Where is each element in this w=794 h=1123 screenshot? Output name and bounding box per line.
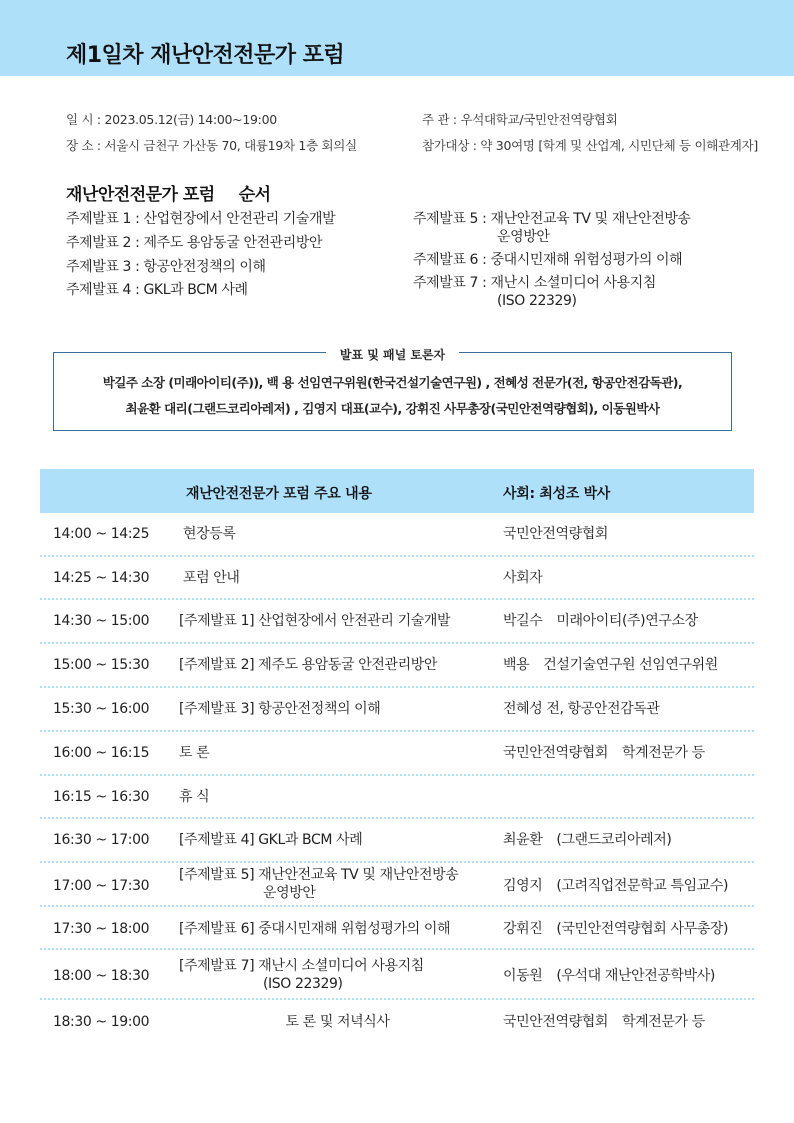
table-row xyxy=(40,732,754,776)
program-title-order: 순서 xyxy=(238,185,271,205)
info-host: 주 관 : 우석대학교/국민안전역량협회 xyxy=(422,112,618,127)
program-title xyxy=(66,180,271,205)
info-venue: 장 소 : 서울시 금천구 가산동 70, 대륭19차 1층 회의실 xyxy=(66,138,357,153)
table-row xyxy=(40,950,754,1000)
row-item: 휴 식 xyxy=(179,789,210,805)
row-time: 15:30 ~ 16:00 xyxy=(53,701,150,717)
row-host: 김영지 (고려직업전문학교 특임교수) xyxy=(503,878,729,894)
row-time: 16:30 ~ 17:00 xyxy=(53,832,150,848)
table-row xyxy=(40,907,754,950)
row-host: 최윤환 (그랜드코리아레저) xyxy=(503,832,672,848)
row-time: 14:25 ~ 14:30 xyxy=(53,570,150,586)
row-host: 국민안전역량협회 학계전문가 등 xyxy=(503,1014,705,1030)
row-host: 백용 건설기술연구원 선임연구위원 xyxy=(503,657,718,673)
presentation-4: 주제발표 4 : GKL과 BCM 사례 xyxy=(66,282,248,298)
row-item: [주제발표 4] GKL과 BCM 사례 xyxy=(179,832,363,848)
row-item: [주제발표 3] 항공안전정책의 이해 xyxy=(179,701,381,717)
info-audience: 참가대상 : 약 30여명 [학계 및 산업계, 시민단체 등 이해관계자] xyxy=(422,138,758,153)
row-item: 토 론 xyxy=(179,745,210,761)
page-title: 제1일차 재난안전전문가 포럼 xyxy=(66,43,345,68)
table-row xyxy=(40,1000,754,1044)
presentation-5-cont: 운영방안 xyxy=(497,229,550,245)
row-item: [주제발표 5] 재난안전교육 TV 및 재난안전방송 운영방안 xyxy=(179,867,459,901)
row-item: [주제발표 6] 중대시민재해 위험성평가의 이해 xyxy=(179,921,451,937)
presentation-1: 주제발표 1 : 산업현장에서 안전관리 기술개발 xyxy=(66,211,336,227)
row-time: 17:00 ~ 17:30 xyxy=(53,878,150,894)
header-host: 사회: 최성조 박사 xyxy=(503,486,611,502)
panel-legend: 발표 및 패널 토론자 xyxy=(54,344,731,363)
panel-box xyxy=(53,348,732,431)
presentation-7: 주제발표 7 : 재난시 소셜미디어 사용지침 (ISO 22329) xyxy=(413,275,657,309)
table-row xyxy=(40,557,754,600)
row-item: [주제발표 1] 산업현장에서 안전관리 기술개발 xyxy=(179,613,451,629)
table-row xyxy=(40,776,754,819)
row-time: 17:30 ~ 18:00 xyxy=(53,921,150,937)
row-time: 16:15 ~ 16:30 xyxy=(53,789,150,805)
table-row xyxy=(40,863,754,907)
program-title-main: 재난안전전문가 포럼 xyxy=(66,185,215,205)
row-item: [주제발표 2] 제주도 용암동굴 안전관리방안 xyxy=(179,657,437,673)
presentation-3: 주제발표 3 : 항공안전정책의 이해 xyxy=(66,259,266,275)
row-item: [주제발표 7] 재난시 소셜미디어 사용지침 (ISO 22329) xyxy=(179,958,424,992)
presentation-6: 주제발표 6 : 중대시민재해 위험성평가의 이해 xyxy=(413,252,683,268)
row-time: 14:30 ~ 15:00 xyxy=(53,613,150,629)
panel-line-2: 최윤환 대리(그랜드코리아레저) , 김영지 대표(교수), 강휘진 사무총장(국민안전역량협회), 이동원박사 xyxy=(125,401,660,416)
row-host: 국민안전역량협회 xyxy=(503,526,608,542)
row-time: 16:00 ~ 16:15 xyxy=(53,745,150,761)
row-host: 국민안전역량협회 학계전문가 등 xyxy=(503,745,705,761)
row-host: 박길수 미래아이티(주)연구소장 xyxy=(503,613,698,629)
header-content: 재난안전전문가 포럼 주요 내용 xyxy=(186,486,372,502)
row-host: 이동원 (우석대 재난안전공학박사) xyxy=(503,968,715,984)
table-row xyxy=(40,688,754,732)
schedule-table-header xyxy=(40,469,754,513)
row-item: 포럼 안내 xyxy=(183,570,240,586)
row-host: 강휘진 (국민안전역량협회 사무총장) xyxy=(503,921,729,937)
table-row xyxy=(40,600,754,644)
panel-line-1: 박길주 소장 (미래아이티(주)), 백 용 선임연구위원(한국건설기술연구원) , 전혜성 전문가(전, 항공안전감독관), xyxy=(102,375,683,390)
presentation-5: 주제발표 5 : 재난안전교육 TV 및 재난안전방송 운영방안 xyxy=(413,211,691,245)
row-time: 14:00 ~ 14:25 xyxy=(53,526,150,542)
row-item: 토 론 및 저녁식사 xyxy=(285,1014,390,1030)
row-time: 18:00 ~ 18:30 xyxy=(53,968,150,984)
info-date: 일 시 : 2023.05.12(금) 14:00~19:00 xyxy=(66,112,277,127)
row-time: 18:30 ~ 19:00 xyxy=(53,1014,150,1030)
row-item: 현장등록 xyxy=(183,526,236,542)
presentation-7-cont: (ISO 22329) xyxy=(497,293,577,309)
row-host: 전혜성 전, 항공안전감독관 xyxy=(503,701,660,717)
presentation-2: 주제발표 2 : 제주도 용암동굴 안전관리방안 xyxy=(66,235,323,251)
row-time: 15:00 ~ 15:30 xyxy=(53,657,150,673)
row-host: 사회자 xyxy=(503,570,543,586)
table-row xyxy=(40,819,754,863)
table-row xyxy=(40,513,754,557)
table-row xyxy=(40,644,754,688)
